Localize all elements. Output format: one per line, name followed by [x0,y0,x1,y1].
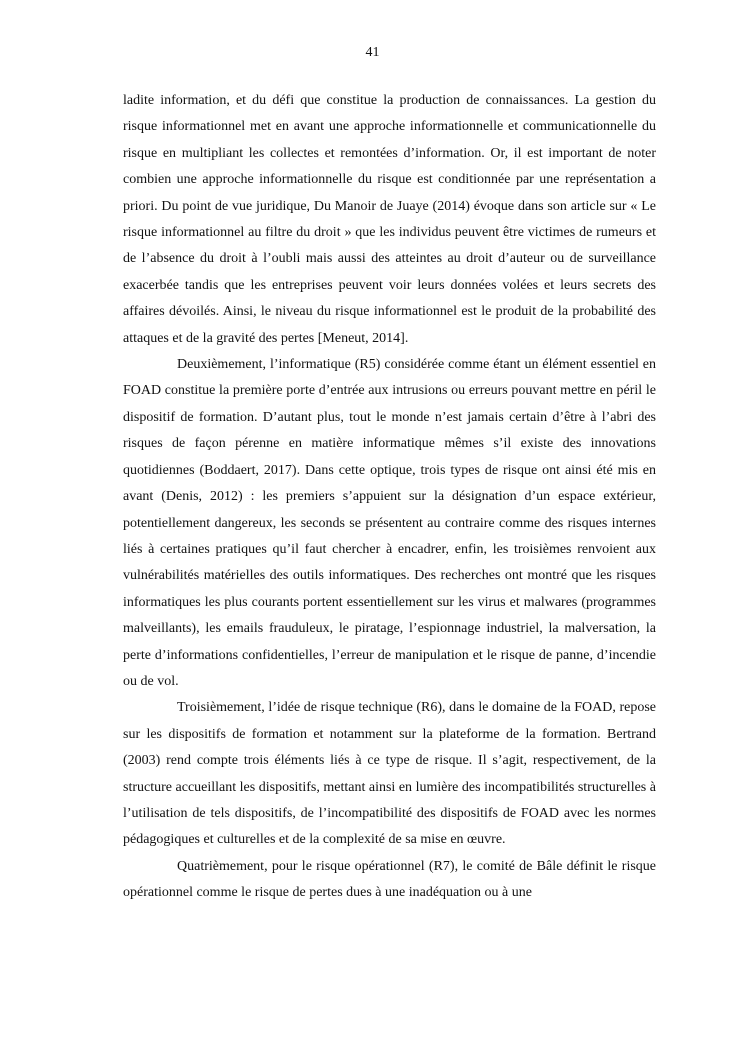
paragraph-r6-technique: Troisièmement, l’idée de risque technique (R6), dans le domaine de la FOAD, repose sur les dispositifs de formation et notamment sur la plateforme de la formation. Bertrand (2003) rend compte trois éléments liés à ce type de risque. Il s’agit, respectivement, de la structure accueillant les dispositifs, mettant ainsi en lumière des incompatibilités structurelles à l’utilisation de tels dispositifs, de l’incompatibilité des dispositifs de FOAD avec les normes pédagogiques et culturelles et de la complexité de sa mise en œuvre. [123,700,656,848]
body-text [123,88,656,907]
paragraph-r5-informatique: Deuxièmement, l’informatique (R5) considérée comme étant un élément essentiel en FOAD constitue la première porte d’entrée aux intrusions ou erreurs pouvant mettre en péril le dispositif de formation. D’autant plus, tout le monde n’est jamais certain d’être à l’abri des risques de façon pérenne en matière informatique mêmes s’il existe des innovations quotidiennes (Boddaert, 2017). Dans cette optique, trois types de risque ont ainsi été mis en avant (Denis, 2012) : les premiers s’appuient sur la désignation d’un espace extérieur, potentiellement dangereux, les seconds se présentent au contraire comme des risques internes liés à certaines pratiques qu’il faut chercher à encadrer, enfin, les troisièmes renvoient aux vulnérabilités matérielles des outils informatiques. Des recherches ont montré que les risques informatiques les plus courants portent essentiellement sur les virus et malwares (programmes malveillants), les emails frauduleux, le piratage, l’espionnage industriel, la malversation, la perte d’informations confidentielles, l’erreur de manipulation et le risque de panne, d’incendie ou de vol. [123,357,656,689]
paragraph-continuation: ladite information, et du défi que constitue la production de connaissances. La gestion du risque informationnel met en avant une approche informationnelle et communicationnelle du risque en multipliant les collectes et remontées d’information. Or, il est important de noter combien une approche informationnelle du risque est conditionnée par une représentation a priori. Du point de vue juridique, Du Manoir de Juaye (2014) évoque dans son article sur « Le risque informationnel au filtre du droit » que les individus peuvent être victimes de rumeurs et de l’absence du droit à l’oubli mais aussi des atteintes au droit d’auteur ou de surveillance exacerbée tandis que les entreprises peuvent voir leurs données volées et leurs secrets des affaires dévoilés. Ainsi, le niveau du risque informationnel est le produit de la probabilité des attaques et de la gravité des pertes [Meneut, 2014]. [123,93,656,346]
paragraph-r7-operationnel: Quatrièmement, pour le risque opérationnel (R7), le comité de Bâle définit le risque opérationnel comme le risque de pertes dues à une inadéquation ou à une [123,858,656,901]
page-number: 41 [365,45,380,60]
